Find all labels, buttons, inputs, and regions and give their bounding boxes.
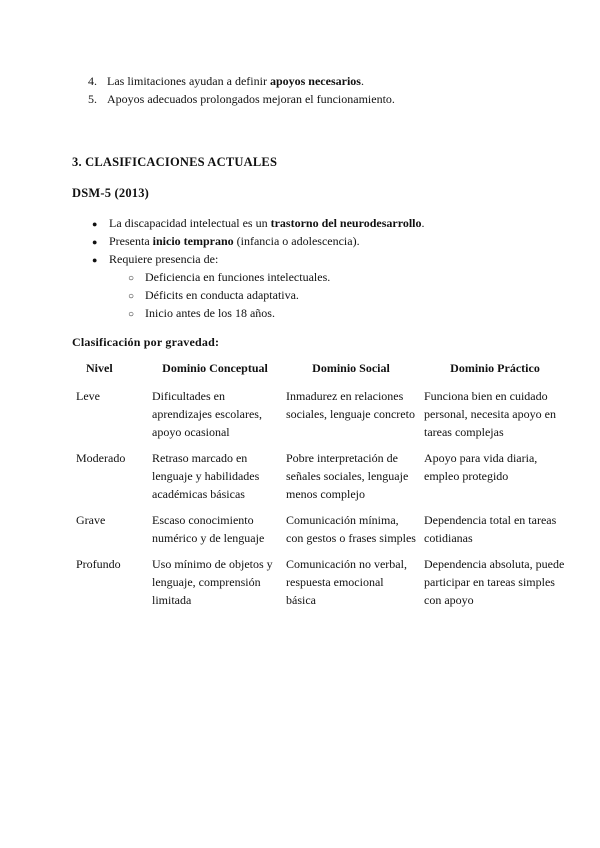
sub-bullet-text: Inicio antes de los 18 años. (145, 306, 275, 320)
section-title: 3. CLASIFICACIONES ACTUALES (72, 155, 278, 169)
bullet-text: (infancia o adolescencia). (233, 234, 360, 248)
list-text: . (360, 74, 364, 88)
list-text: Apoyos adecuados prolongados mejoran el funcionamiento. (107, 92, 395, 106)
table-cell: Moderado (76, 451, 126, 465)
bullet-icon: ● (92, 219, 98, 229)
sub-bullet-list (128, 268, 330, 322)
list-text: Las limitaciones ayudan a definir (107, 74, 270, 88)
severity-title: Clasificación por gravedad: (72, 335, 220, 349)
list-item (128, 268, 330, 286)
table-cell: Escaso conocimiento numérico y de lenguaje (152, 513, 265, 545)
table-cell: Funciona bien en cuidado personal, necesita apoyo en tareas complejas (424, 389, 556, 439)
table-row (72, 511, 570, 555)
table-cell: Retraso marcado en lenguaje y habilidades académicas básicas (152, 451, 260, 501)
subsection-title: DSM-5 (2013) (72, 186, 150, 200)
circle-bullet-icon: ○ (128, 309, 135, 320)
bullet-list (92, 214, 425, 268)
circle-bullet-icon: ○ (128, 291, 135, 302)
list-text-bold: apoyos necesarios (269, 74, 361, 88)
list-item (92, 232, 425, 250)
list-item (92, 214, 425, 232)
list-item (128, 286, 330, 304)
table-cell: Leve (76, 389, 100, 403)
list-item (128, 304, 330, 322)
bullet-text: Requiere presencia de: (109, 252, 219, 266)
column-header: Dominio Conceptual (162, 361, 268, 375)
table-cell: Inmadurez en relaciones sociales, lenguaje concreto (286, 389, 415, 421)
column-header: Dominio Práctico (450, 361, 540, 375)
table-cell: Comunicación mínima, con gestos o frases simples (286, 513, 416, 545)
bullet-text: La discapacidad intelectual es un (109, 216, 271, 230)
table-cell: Comunicación no verbal, respuesta emocional básica (286, 557, 407, 607)
list-item (88, 90, 395, 108)
table-cell: Pobre interpretación de señales sociales, lenguaje menos complejo (286, 451, 409, 501)
table-cell: Uso mínimo de objetos y lenguaje, comprensión limitada (152, 557, 273, 607)
list-item (92, 250, 425, 268)
table-cell: Dependencia absoluta, puede participar en tareas simples con apoyo (424, 557, 565, 607)
circle-bullet-icon: ○ (128, 273, 135, 284)
severity-table (72, 359, 570, 617)
table-cell: Dificultades en aprendizajes escolares, apoyo ocasional (152, 389, 262, 439)
bullet-icon: ● (92, 237, 98, 247)
list-number: 4. (88, 74, 97, 88)
bullet-text: Presenta (109, 234, 153, 248)
bullet-text-bold: trastorno del neurodesarrollo (270, 216, 422, 230)
column-header: Dominio Social (312, 361, 390, 375)
table-cell: Apoyo para vida diaria, empleo protegido (424, 451, 538, 483)
table-row (72, 449, 570, 511)
bullet-text-bold: inicio temprano (152, 234, 234, 248)
bullet-text: . (421, 216, 425, 230)
table-row (72, 555, 570, 617)
list-number: 5. (88, 92, 97, 106)
column-header: Nivel (86, 361, 113, 375)
sub-bullet-text: Deficiencia en funciones intelectuales. (145, 270, 331, 284)
table-cell: Dependencia total en tareas cotidianas (424, 513, 557, 545)
sub-bullet-text: Déficits en conducta adaptativa. (145, 288, 299, 302)
numbered-list (88, 72, 395, 108)
bullet-icon: ● (92, 255, 98, 265)
table-row (72, 387, 570, 449)
table-cell: Profundo (76, 557, 121, 571)
table-cell: Grave (76, 513, 106, 527)
table-header-row (72, 359, 570, 387)
list-item (88, 72, 395, 90)
